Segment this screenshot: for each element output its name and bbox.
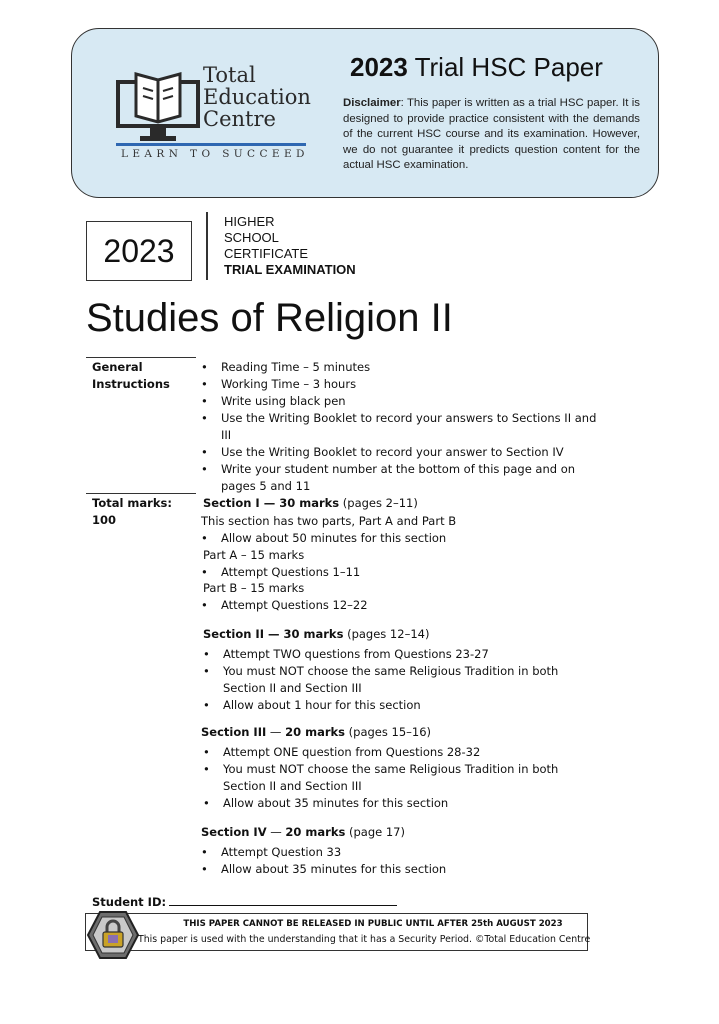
list-item: • Allow about 1 hour for this section (202, 697, 588, 714)
total-marks-label (92, 495, 172, 529)
list-item: • Allow about 50 minutes for this section (200, 530, 600, 547)
list-item: • Write your student number at the bottom of this page and on pages 5 and 11 (200, 461, 591, 495)
list-item: • Use the Writing Booklet to record your answers to Sections II and III (200, 410, 600, 444)
general-rule (86, 357, 196, 358)
general-instructions-label (92, 359, 170, 393)
total-label-line-1: Total marks: (92, 496, 172, 510)
general-label-line-2: Instructions (92, 377, 170, 391)
footer-security-note: This paper is used with the understanding that it has a Security Period. ©Total Education Centre (138, 934, 591, 945)
section-4-pages: (page 17) (345, 825, 405, 839)
list-item: • Allow about 35 minutes for this section (200, 861, 600, 878)
section-3-heading (201, 724, 431, 741)
trial-paper-name: Trial HSC Paper (414, 52, 603, 82)
list-item: • Reading Time – 5 minutes (200, 359, 600, 376)
section-4-list (200, 844, 600, 878)
total-rule (86, 493, 196, 494)
logo-line-1: Total (203, 63, 256, 87)
section-4-title-a: Section IV (201, 825, 267, 839)
section-3-list (202, 744, 588, 812)
list-item: • Write using black pen (200, 393, 600, 410)
general-label-line-1: General (92, 360, 143, 374)
list-item: • You must NOT choose the same Religious Tradition in both Section II and Section III (202, 761, 588, 795)
list-item: • Attempt TWO questions from Questions 23-27 (202, 646, 588, 663)
section-2-list (202, 646, 588, 714)
general-instructions-list (200, 359, 600, 495)
section-3-dash: — (266, 725, 286, 739)
logo-tagline: LEARN TO SUCCEED (121, 148, 309, 160)
logo-line-2: Education (203, 85, 311, 109)
exam-type: TRIAL EXAMINATION (224, 262, 356, 277)
section-3-title-b: 20 marks (285, 725, 346, 739)
section-1-part-a: Part A – 15 marks (203, 548, 305, 562)
list-item: • Attempt Question 33 (200, 844, 600, 861)
list-item: • Attempt Questions 12–22 (200, 597, 600, 614)
section-3-title-a: Section III (201, 725, 267, 739)
section-2-heading (203, 626, 429, 643)
hsc-line-1: HIGHER (224, 214, 275, 229)
trial-paper-year: 2023 (350, 52, 408, 82)
footer-release-notice: THIS PAPER CANNOT BE RELEASED IN PUBLIC UNTIL AFTER 25th AUGUST 2023 (183, 919, 563, 929)
student-id-field[interactable] (169, 893, 397, 906)
section-2-title: Section II — 30 marks (203, 627, 344, 641)
section-4-title-b: 20 marks (285, 825, 346, 839)
section-1-part-a-list (200, 564, 600, 581)
section-1-part-b-list (200, 597, 600, 614)
exam-year-box (86, 221, 192, 281)
section-1-title: Section I — 30 marks (203, 496, 340, 510)
hsc-line-2: SCHOOL (224, 230, 279, 245)
section-2-pages: (pages 12–14) (343, 627, 430, 641)
section-1-allow-list (200, 530, 600, 547)
hsc-line-3: CERTIFICATE (224, 246, 309, 261)
list-item: • Use the Writing Booklet to record your answer to Section IV (200, 444, 600, 461)
section-1-heading (203, 495, 418, 512)
student-id-row (92, 893, 397, 909)
exam-year: 2023 (103, 232, 175, 269)
student-id-label: Student ID: (92, 895, 167, 909)
section-3-pages: (pages 15–16) (345, 725, 432, 739)
list-item: • Attempt ONE question from Questions 28-32 (202, 744, 588, 761)
section-1-part-b: Part B – 15 marks (203, 581, 305, 595)
disclaimer-text: : This paper is written as a trial HSC paper. It is designed to provide practice consistent with the demands of the current HSC course and its examination. However, we do not guarantee it predicts question content for the actual HSC examination. (343, 97, 640, 171)
open-book-monitor-icon (116, 68, 200, 144)
disclaimer (343, 96, 640, 174)
section-4-heading (201, 824, 405, 841)
list-item: • Allow about 35 minutes for this section (202, 795, 588, 812)
list-item: • You must NOT choose the same Religious Tradition in both Section II and Section III (202, 663, 588, 697)
logo-divider (116, 143, 306, 146)
list-item: • Attempt Questions 1–11 (200, 564, 600, 581)
vertical-divider (206, 212, 208, 280)
hsc-heading (224, 214, 356, 278)
section-1-pages: (pages 2–11) (339, 496, 418, 510)
logo-wordmark (203, 64, 311, 130)
logo-line-3: Centre (203, 107, 276, 131)
total-label-line-2: 100 (92, 513, 117, 527)
subject-title: Studies of Religion II (86, 296, 453, 340)
section-4-dash: — (266, 825, 286, 839)
disclaimer-label: Disclaimer (343, 97, 401, 109)
padlock-hexagon-icon (86, 908, 140, 962)
section-1-intro: This section has two parts, Part A and Part B (201, 514, 457, 528)
list-item: • Working Time – 3 hours (200, 376, 600, 393)
trial-paper-title (350, 52, 603, 83)
